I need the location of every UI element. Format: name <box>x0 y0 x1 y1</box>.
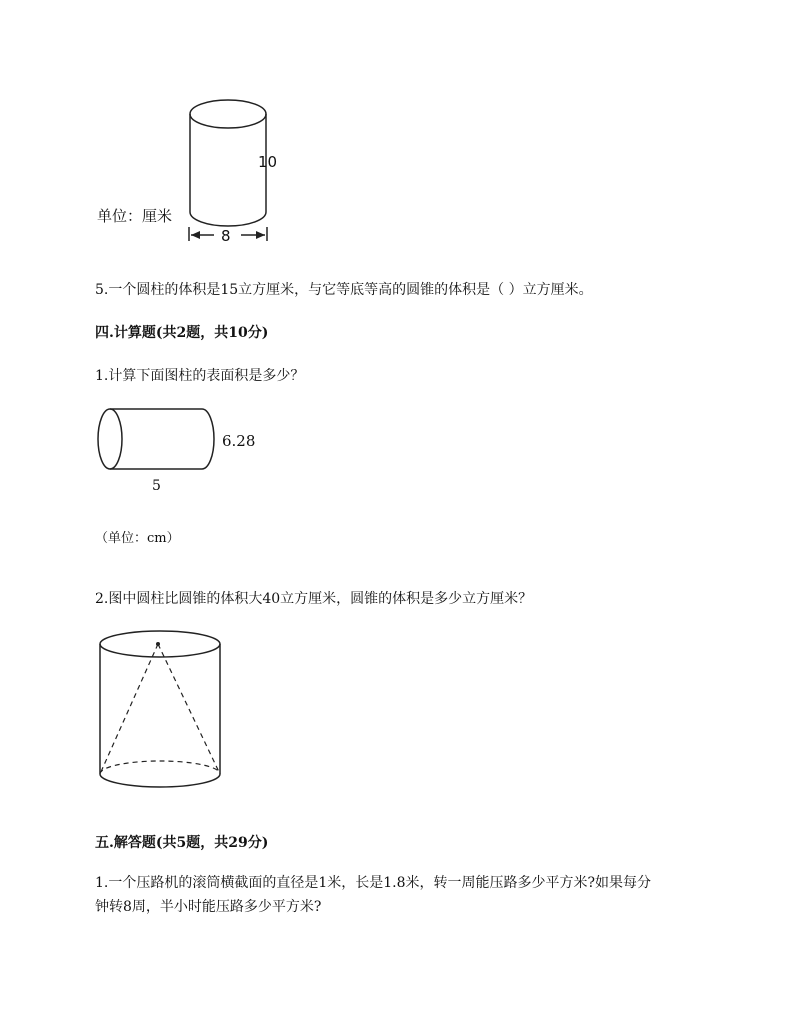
calc-question-1: 1.计算下面图柱的表面积是多少？ <box>95 368 305 384</box>
cylinder-bottom-arc <box>190 212 266 226</box>
dim-arrow-left <box>191 231 200 239</box>
cone-right-edge <box>158 644 220 774</box>
section-5-title: 五.解答题(共5题，共29分) <box>95 835 269 851</box>
solve-question-1-line-1: 1.一个压路机的滚筒横截面的直径是1米，长是1.8米，转一周能压路多少平方米?如果每分 <box>95 875 652 891</box>
calc1-unit-note: （单位：cm） <box>95 531 180 546</box>
solve-question-1-line-2: 钟转8周，半小时能压路多少平方米? <box>95 899 322 915</box>
circumference-label: 6.28 <box>222 432 256 450</box>
question-5: 5.一个圆柱的体积是15立方厘米，与它等底等高的圆锥的体积是（ ）立方厘米。 <box>95 282 593 298</box>
cone-left-edge <box>100 644 158 774</box>
cylinder-figure-2 <box>95 402 265 497</box>
dim-arrow-right <box>256 231 265 239</box>
cylinder-cone-figure <box>95 625 230 795</box>
diameter-label: 8 <box>221 227 231 245</box>
cylinder-figure-1 <box>90 95 290 250</box>
cone-apex <box>156 642 160 646</box>
cylinder-top-ellipse <box>190 100 266 128</box>
height-label: 10 <box>258 153 278 171</box>
cylinder-right-arc <box>202 409 214 469</box>
section-4-title: 四.计算题(共2题，共10分) <box>95 325 269 341</box>
cylinder-left-ellipse <box>98 409 122 469</box>
cylinder-bottom-front <box>100 774 220 787</box>
calc-question-2: 2.图中圆柱比圆锥的体积大40立方厘米，圆锥的体积是多少立方厘米？ <box>95 591 533 607</box>
length-label: 5 <box>152 478 161 494</box>
unit-label: 单位：厘米 <box>97 207 173 225</box>
cylinder-bottom-back <box>100 761 220 774</box>
